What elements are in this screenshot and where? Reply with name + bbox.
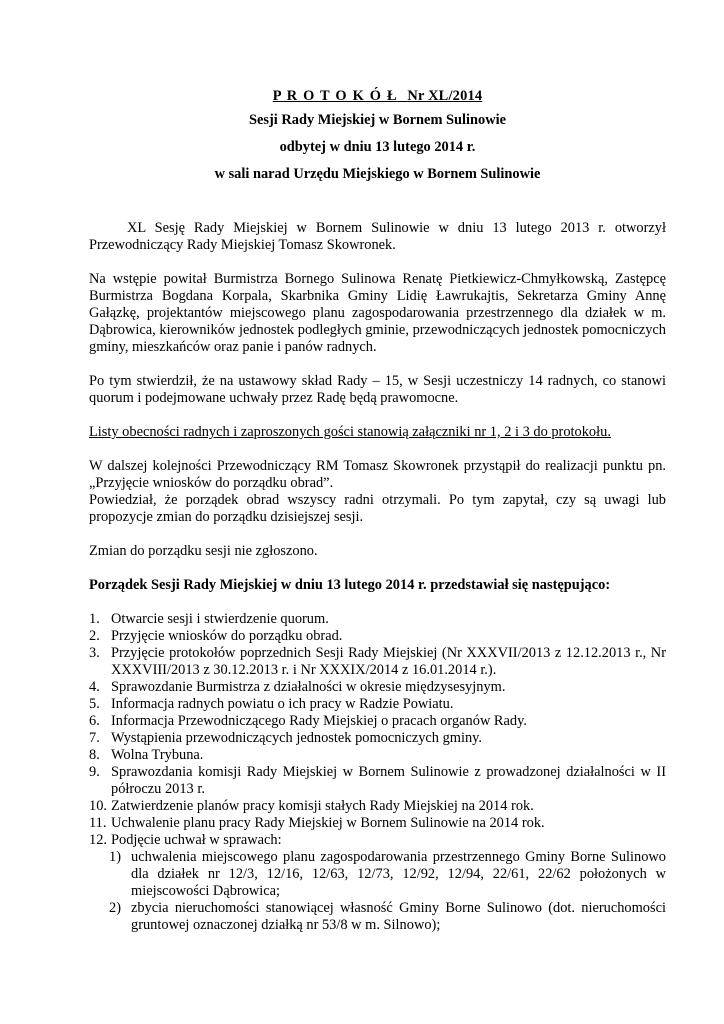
agenda-item — [89, 764, 666, 798]
agenda-item — [89, 679, 666, 696]
agenda-item-text: Sprawozdanie Burmistrza z działalności w okresie międzysesyjnym. — [111, 679, 506, 695]
agenda-item-text: Podjęcie uchwał w sprawach: — [111, 832, 282, 848]
agenda-question-paragraph: Powiedział, że porządek obrad wszyscy radni otrzymali. Po tym zapytał, czy są uwagi lub propozycje zmian do porządku dzisiejszej sesji. — [89, 492, 666, 525]
attendance-note: Listy obecności radnych i zaproszonych gości stanowią załączniki nr 1, 2 i 3 do protokołu. — [89, 424, 611, 440]
agenda-item-text: Wolna Trybuna. — [111, 747, 204, 763]
agenda-item — [89, 611, 666, 628]
agenda-item-number: 5. — [89, 696, 100, 712]
protocol-title-word: P R O T O K Ó Ł — [272, 88, 398, 104]
agenda-heading: Porządek Sesji Rady Miejskiej w dniu 13 lutego 2014 r. przedstawiał się następująco: — [89, 577, 611, 593]
agenda-item-text: Przyjęcie protokołów poprzednich Sesji Rady Miejskiej (Nr XXXVII/2013 z 12.12.2013 r., Nr XXXVIII/2013 z 30.12.2013 r. i Nr XXXIX/2014 z 16.01.2014 r.). — [111, 645, 666, 678]
subitem-number: 2) — [109, 900, 121, 916]
agenda-item — [89, 696, 666, 713]
agenda-item-number: 2. — [89, 628, 100, 644]
protocol-title — [89, 88, 666, 105]
quorum-paragraph: Po tym stwierdził, że na ustawowy skład Rady – 15, w Sesji uczestniczy 14 radnych, co stanowi quorum i podejmowane uchwały przez Radę będą prawomocne. — [89, 373, 666, 406]
agenda-item-text: Wystąpienia przewodniczących jednostek pomocniczych gminy. — [111, 730, 483, 746]
agenda-item-number: 12. — [89, 832, 107, 848]
agenda-item-number: 1. — [89, 611, 100, 627]
subitem-text: zbycia nieruchomości stanowiącej własność Gminy Borne Sulinowo (dot. nieruchomości gruntowej oznaczonej działką nr 53/8 w m. Silnowo); — [131, 900, 666, 933]
agenda-item-number: 4. — [89, 679, 100, 695]
resolution-subitem — [89, 900, 666, 934]
agenda-intro-paragraph: W dalszej kolejności Przewodniczący RM Tomasz Skowronek przystąpił do realizacji punktu pn. „Przyjęcie wniosków do porządku obrad”. — [89, 458, 666, 491]
agenda-item-number: 3. — [89, 645, 100, 661]
agenda-item — [89, 798, 666, 815]
agenda-item-text: Zatwierdzenie planów pracy komisji stałych Rady Miejskiej na 2014 rok. — [111, 798, 534, 814]
agenda-item — [89, 645, 666, 679]
agenda-item-number: 7. — [89, 730, 100, 746]
protocol-number: Nr XL/2014 — [407, 88, 483, 104]
agenda-item-number: 11. — [89, 815, 107, 831]
opening-paragraph: XL Sesję Rady Miejskiej w Bornem Sulinowie w dniu 13 lutego 2013 r. otworzył Przewodniczący Rady Miejskiej Tomasz Skowronek. — [89, 220, 666, 253]
agenda-item-number: 10. — [89, 798, 107, 814]
document-page — [89, 88, 666, 934]
resolution-sublist — [111, 849, 666, 934]
agenda-item — [89, 713, 666, 730]
agenda-item — [89, 832, 666, 934]
agenda-item-text: Informacja radnych powiatu o ich pracy w Radzie Powiatu. — [111, 696, 454, 712]
agenda-list — [89, 611, 666, 934]
no-changes-paragraph: Zmian do porządku sesji nie zgłoszono. — [89, 543, 318, 559]
agenda-item-text: Sprawozdania komisji Rady Miejskiej w Bornem Sulinowie z prowadzonej działalności w II półroczu 2013 r. — [111, 764, 666, 797]
agenda-item-number: 8. — [89, 747, 100, 763]
agenda-item-number: 6. — [89, 713, 100, 729]
session-date-heading: odbytej w dniu 13 lutego 2014 r. — [279, 139, 476, 155]
session-heading: Sesji Rady Miejskiej w Bornem Sulinowie — [248, 112, 507, 128]
agenda-item-text: Przyjęcie wniosków do porządku obrad. — [111, 628, 343, 644]
agenda-item — [89, 815, 666, 832]
subitem-number: 1) — [109, 849, 121, 865]
agenda-item-text: Uchwalenie planu pracy Rady Miejskiej w Bornem Sulinowie na 2014 rok. — [111, 815, 545, 831]
agenda-item-number: 9. — [89, 764, 100, 780]
agenda-item-text: Otwarcie sesji i stwierdzenie quorum. — [111, 611, 329, 627]
agenda-item-text: Informacja Przewodniczącego Rady Miejskiej o pracach organów Rady. — [111, 713, 527, 729]
agenda-item — [89, 628, 666, 645]
resolution-subitem — [89, 849, 666, 900]
session-place-heading: w sali narad Urzędu Miejskiego w Bornem Sulinowie — [214, 166, 541, 182]
subitem-text: uchwalenia miejscowego planu zagospodarowania przestrzennego Gminy Borne Sulinowo dla działek nr 12/3, 12/16, 12/63, 12/73, 12/92, 12/94, 22/61, 22/62 położonych w miejscowości Dąbrowica; — [131, 849, 666, 899]
agenda-item — [89, 747, 666, 764]
agenda-item — [89, 730, 666, 747]
welcome-paragraph: Na wstępie powitał Burmistrza Bornego Sulinowa Renatę Pietkiewicz-Chmyłkowską, Zastępcę Burmistrza Bogdana Korpala, Skarbnika Gminy Lidię Ławrukajtis, Sekretarza Gminy Annę Gałązkę, projektantów miejscowego planu zagospodarowania przestrzennego dla działek w m. Dąbrowica, kierowników jednostek podległych gminie, przewodniczących jednostek pomocniczych gminy, mieszkańców oraz panie i panów radnych. — [89, 271, 666, 355]
